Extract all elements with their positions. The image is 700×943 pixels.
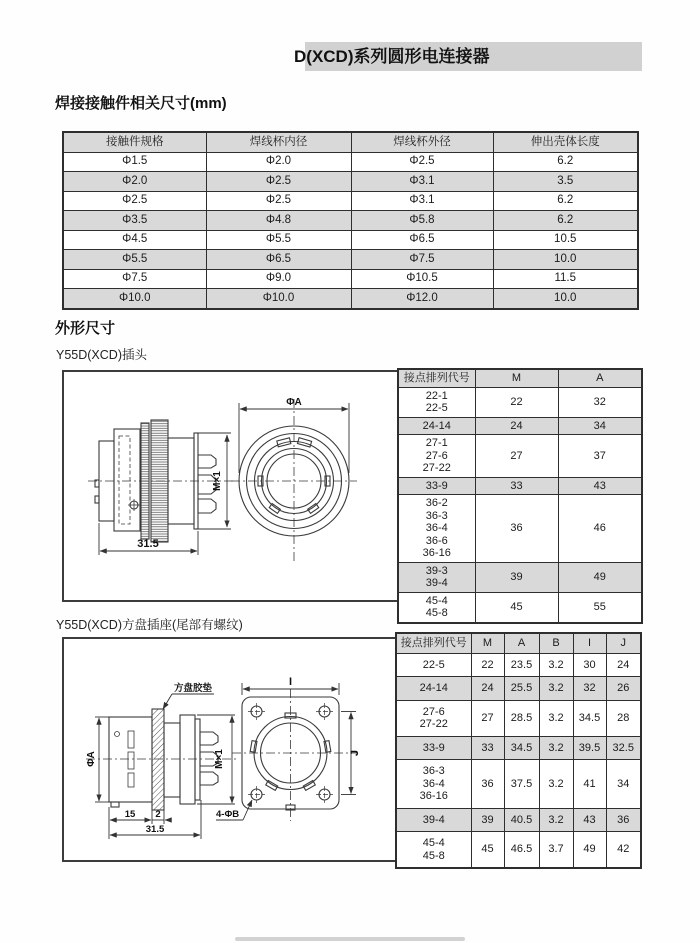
table-row: [63, 230, 638, 250]
socket-drawing-svg: [64, 639, 395, 860]
cell: 3.2: [539, 653, 573, 677]
cell: 41: [573, 760, 606, 809]
dimension-label-width: 31.5: [137, 538, 159, 550]
cell: Φ4.8: [206, 211, 351, 231]
cell-codes: 24-14: [398, 417, 475, 435]
cell: 22: [475, 387, 558, 417]
column-header: I: [573, 633, 606, 653]
cell: 24: [606, 653, 641, 677]
gasket-label: 方盘胶垫: [174, 683, 213, 694]
table-row: [398, 417, 642, 435]
cell: Φ5.5: [206, 230, 351, 250]
cell: Φ2.0: [63, 172, 206, 192]
cell-codes: 36-3 36-4 36-16: [396, 760, 471, 809]
mounting-holes-label: 4-ΦB: [216, 809, 240, 820]
cell: 49: [558, 562, 642, 592]
table-row: [396, 700, 641, 736]
plug-dimensions-table: [397, 368, 643, 624]
cell: 3.5: [493, 172, 638, 192]
cell-codes: 27-6 27-22: [396, 700, 471, 736]
column-header: A: [504, 633, 539, 653]
table-row: [396, 677, 641, 701]
table-row: [398, 387, 642, 417]
cell: 3.2: [539, 736, 573, 760]
cell: 27: [471, 700, 504, 736]
table-row: [398, 562, 642, 592]
cell: Φ10.5: [351, 269, 493, 289]
cell: Φ5.5: [63, 250, 206, 270]
cell: 43: [558, 477, 642, 495]
cell-codes: 36-2 36-3 36-4 36-6 36-16: [398, 495, 475, 563]
cell: 10.5: [493, 230, 638, 250]
cell: 26: [606, 677, 641, 701]
cell-codes: 24-14: [396, 677, 471, 701]
cell-codes: 27-1 27-6 27-22: [398, 435, 475, 478]
table-row: [396, 808, 641, 832]
cell-codes: 33-9: [398, 477, 475, 495]
cell: 49: [573, 832, 606, 869]
cell: 34.5: [504, 736, 539, 760]
column-header: J: [606, 633, 641, 653]
table-row: [398, 592, 642, 623]
figure1-caption: Y55D(XCD)插头: [56, 348, 147, 362]
cell: 22: [471, 653, 504, 677]
table-header-row: [398, 369, 642, 387]
figure2-caption: Y55D(XCD)方盘插座(尾部有螺纹): [56, 618, 243, 632]
cell: 37: [558, 435, 642, 478]
table-row: [396, 832, 641, 869]
column-header: 接点排列代号: [398, 369, 475, 387]
figure2-socket-drawing: [62, 637, 397, 862]
table-row: [398, 435, 642, 478]
page-title: (XCD)系列圆形电连接器: [306, 47, 490, 66]
cell: Φ2.5: [206, 191, 351, 211]
cell: 24: [475, 417, 558, 435]
cell: 36: [475, 495, 558, 563]
cell: 40.5: [504, 808, 539, 832]
table-row: [398, 477, 642, 495]
socket-front-dimensions: [216, 683, 356, 820]
cell: 32.5: [606, 736, 641, 760]
cell: 27: [475, 435, 558, 478]
cell: 23.5: [504, 653, 539, 677]
cell: 37.5: [504, 760, 539, 809]
cell-codes: 39-4: [396, 808, 471, 832]
cell: Φ12.0: [351, 289, 493, 309]
cell: 32: [558, 387, 642, 417]
cell: 10.0: [493, 289, 638, 309]
cell: 30: [573, 653, 606, 677]
cell: 46: [558, 495, 642, 563]
cell-codes: 45-4 45-8: [396, 832, 471, 869]
table-header-row: [63, 132, 638, 152]
table-row: [63, 211, 638, 231]
column-header: B: [539, 633, 573, 653]
cell: 6.2: [493, 191, 638, 211]
cell: Φ10.0: [206, 289, 351, 309]
figure1-plug-drawing: [62, 370, 399, 602]
column-header: 焊线杯外径: [351, 132, 493, 152]
cell: Φ2.5: [206, 172, 351, 192]
cell: 24: [471, 677, 504, 701]
cell: 10.0: [493, 250, 638, 270]
socket-dimensions-table: [395, 632, 642, 869]
column-header: 伸出壳体长度: [493, 132, 638, 152]
table-row: [396, 653, 641, 677]
cell: 45: [471, 832, 504, 869]
socket-front-view: [232, 689, 358, 821]
column-header: 焊线杯内径: [206, 132, 351, 152]
cell: Φ1.5: [63, 152, 206, 172]
cell-codes: 22-5: [396, 653, 471, 677]
cell: 3.7: [539, 832, 573, 869]
table-header-row: [396, 633, 641, 653]
cell: Φ5.8: [351, 211, 493, 231]
table-row: [396, 760, 641, 809]
cell: 3.2: [539, 700, 573, 736]
cell-codes: 33-9: [396, 736, 471, 760]
cell: Φ2.0: [206, 152, 351, 172]
dimension-label-15: 15: [124, 809, 136, 820]
header-clipped-char: D: [294, 47, 307, 66]
cell: Φ2.5: [351, 152, 493, 172]
table-row: [63, 269, 638, 289]
section1-title: 焊接接触件相关尺寸(mm): [55, 95, 227, 112]
dimension-label-dia: ΦA: [86, 751, 97, 767]
cell: 42: [606, 832, 641, 869]
cell: 46.5: [504, 832, 539, 869]
cell: Φ3.1: [351, 172, 493, 192]
cell: 3.2: [539, 677, 573, 701]
cell-codes: 39-3 39-4: [398, 562, 475, 592]
cell: Φ6.5: [351, 230, 493, 250]
cell: Φ9.0: [206, 269, 351, 289]
table-row: [63, 172, 638, 192]
cell: 11.5: [493, 269, 638, 289]
cell: 25.5: [504, 677, 539, 701]
cell: 39.5: [573, 736, 606, 760]
cell: Φ6.5: [206, 250, 351, 270]
column-header: M: [471, 633, 504, 653]
dimension-label-dia: ΦA: [286, 397, 302, 408]
cell-codes: 45-4 45-8: [398, 592, 475, 623]
solder-contact-table: [62, 131, 639, 310]
table-row: [398, 495, 642, 563]
section2-title: 外形尺寸: [55, 320, 116, 337]
cell: Φ4.5: [63, 230, 206, 250]
cell: 34: [558, 417, 642, 435]
dimension-label-thread: M×1: [212, 471, 223, 491]
table-row: [63, 191, 638, 211]
cell: 39: [475, 562, 558, 592]
cell: Φ7.5: [63, 269, 206, 289]
cell: 3.2: [539, 760, 573, 809]
column-header: M: [475, 369, 558, 387]
column-header: 接触件规格: [63, 132, 206, 152]
cell: 34.5: [573, 700, 606, 736]
dimension-label-thread: M×1: [214, 749, 225, 769]
dimension-label-width: 31.5: [145, 824, 165, 835]
page-header-bar: [294, 42, 642, 71]
cell: Φ7.5: [351, 250, 493, 270]
cell: 55: [558, 592, 642, 623]
cell: Φ3.1: [351, 191, 493, 211]
cell: 32: [573, 677, 606, 701]
table-row: [63, 250, 638, 270]
column-header: 接点排列代号: [396, 633, 471, 653]
plug-front-view: [231, 399, 357, 563]
cell: 45: [475, 592, 558, 623]
footer-bar: [235, 937, 465, 941]
column-header: A: [558, 369, 642, 387]
table-row: [396, 736, 641, 760]
cell: 28.5: [504, 700, 539, 736]
cell: Φ3.5: [63, 211, 206, 231]
cell: 34: [606, 760, 641, 809]
cell: 36: [471, 760, 504, 809]
table-row: [63, 152, 638, 172]
cell: 6.2: [493, 152, 638, 172]
cell: 39: [471, 808, 504, 832]
cell: 36: [606, 808, 641, 832]
cell: 28: [606, 700, 641, 736]
cell: 33: [475, 477, 558, 495]
cell: Φ10.0: [63, 289, 206, 309]
dimension-label-j: J: [349, 749, 361, 757]
cell: Φ2.5: [63, 191, 206, 211]
cell: 43: [573, 808, 606, 832]
table-row: [63, 289, 638, 309]
plug-drawing-svg: [64, 372, 397, 600]
cell: 6.2: [493, 211, 638, 231]
cell-codes: 22-1 22-5: [398, 387, 475, 417]
dimension-label-i: I: [288, 676, 293, 688]
dimension-label-2: 2: [155, 809, 161, 820]
cell: 33: [471, 736, 504, 760]
cell: 3.2: [539, 808, 573, 832]
